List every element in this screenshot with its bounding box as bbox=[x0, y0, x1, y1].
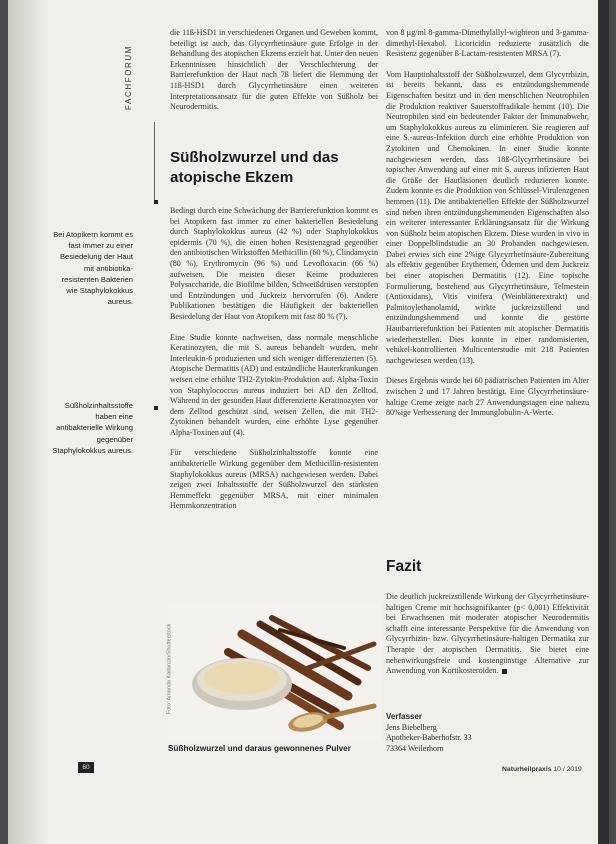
paragraph: die 11ß-HSD1 in verschiedenen Organen und Geweben kommt, beteiligt ist auch, das Glycyrrhetinsäure gute Erfolge in der Behandlung des atopischen Ekzems erzielt hat. Unter den neuen Erkenntnissen hinsichtlich der Verschlechterung der Barrierefunktion der Haut nach 7ß liefert die Hemmung der 11ß-HSD1 durch Glycyrrhetinsäure einen weiteren Interpretationsansatz für die guten Effekte von Süßholz bei Neurodermitis. bbox=[170, 28, 378, 112]
photo-caption: Süßholzwurzel und daraus gewonnenes Pulver bbox=[168, 744, 351, 753]
footer-issue bbox=[502, 766, 582, 773]
sidebar-note: Süßholzinhaltsstoffe haben eine antibakterielle Wirkung gegenüber Staphylokokkus aureus. bbox=[52, 401, 133, 455]
paragraph: Bedingt durch eine Schwächung der Barrierefunktion kommt es bei Atopikern fast immer zu einer bakteriellen Besiedelung durch Staphylokokkus aureus (42 %) oder Staphylokokkus epidermis (70 %), die einen hohen Resistenzgrad gegenüber den antibiotischen Wirkstoffen Methicillin (60 %), Clindamycin (80 %), Erythromycin (96 %) und Levofloxacin (66 %) aufweisen. Die meisten dieser Keime produzieren Polysaccharide, die Biofilme bilden, Schweißdrüsen verstopfen und Entzündungen und Juckreiz hervorrufen (6). Andere Publikationen bestätigen die Häufigkeit der bakteriellen Besiedelung der Haut von Atopikern mit fast 80 % (7). bbox=[170, 206, 378, 321]
author-name: Jens Biebelberg bbox=[386, 722, 437, 732]
sidebar-bullet bbox=[154, 200, 158, 204]
magazine-page bbox=[8, 0, 609, 844]
left-column-body bbox=[170, 206, 378, 522]
licorice-illustration bbox=[168, 604, 382, 740]
issue-number: 10 / 2019 bbox=[553, 766, 582, 773]
magazine-name: Naturheilpraxis bbox=[502, 766, 552, 773]
fazit-paragraph bbox=[386, 592, 589, 677]
paragraph: Eine Studie konnte nachweisen, dass normale menschliche Keratinozyten, die mit S. aureus behandelt wurden, mehr Interleukin-6 produzierten und sich weniger differenzierten (5). Atopische Dermatitis (AD) und entzündliche Hauterkrankungen weisen eine erhöhte TH2-Zytokin-Produktion auf. Alpha-Toxin von Staphylococcus aureus induziert bei AD den Zelltod. Während in der gesunden Haut differenzierte Keratinozyten vor dem Zelltod geschützt sind, weisen Zellen, die mit TH2-Zytokinen behandelt wurden, eine erhöhte Lyse gegenüber Alpha-Toxinen auf (4). bbox=[170, 332, 378, 437]
author-block bbox=[386, 712, 472, 754]
photo-credit: Foto: Amanda Kaitanzin/Shutterstock bbox=[166, 623, 173, 715]
article-headline: Süßholzwurzel und das atopische Ekzem bbox=[170, 149, 339, 186]
section-rule bbox=[154, 122, 155, 204]
fazit-section bbox=[386, 592, 589, 687]
fazit-text: Die deutlich juckreizstillende Wirkung der Glycyrrhetinsäure-haltigen Creme mit hochsignifikanter (p< 0,001) Effektivität bei Erwachsenen mit moderater atopischer Neurodermitis schafft eine interessante Perspektive für die Anwendung von Glycyrrhizin- bzw. Glycyrrhetinsäure-haltigen Dermatika zur Therapie der atopischen Dermatitis. Sie bietet eine nebenwirkungsfreie und kostengünstige Alternative zur Anwendung von Kortikosteroiden. bbox=[386, 592, 589, 676]
sidebar-bullet bbox=[154, 406, 158, 410]
paragraph: Vom Hauptinhaltsstoff der Süßholzwurzel, dem Glycyrrhizin, ist bereits bekannt, dass es entzündungshemmende Eigenschaften besitzt und in den menschlichen Neutrophilen die Produktion reaktiver Sauerstoffradikale hemmt (10). Die Neutrophilen sind ein bedeutender Faktor der Immunabwehr, um Staphylokokkus aureus zu eliminieren. Sie reagieren auf eine S.-aureus-Infektion durch eine erhöhte Produktion von Zytokinen und Chemokinen. In einer Studie konnte nachgewiesen werden, dass 18ß-Glycyrrhetinsäure bei topischer Anwendung auf einer mit S. aureus infizierten Haut die Größe der Hautläsionen deutlich reduzieren konnte. Zudem konnte es die Produktion von Schlüssel-Virulenzgenen hemmen (11). Die antibakteriellen Effekte der Süßholzwurzel sind neben ihren entzündungshemmenden Eigenschaften also ein weiterer interessanter Erklärungsansatz für die Wirkung von Süßholz beim atopischen Ekzem. Diese wurden in vivo in einer Doppelblindstudie an 30 Probanden nachgewiesen. Dabei erwies sich eine 2%ige Glycyrrhetinsäure-Zubereitung als effektiv gegenüber Erythemen, Ödemen und dem Juckreiz bei einer atopischen Dermatitis (12). Eine topische Formulierung, bestehend aus Glycyrrhetinsäure, Telmestein (Antioxidans), Vitis vinifera (Weinblätterextrakt) und Palmitoylethanolamid, wirkte juckreizstillend und entzündungshemmend und konnte die gestörte Hautbarrierefunktion bei Patienten mit atopischer Dermatitis wiederherstellen. Dies konnte in einer randomisierten, vehikel-kontrollierten Multicenterstudie mit 218 Patienten nachgewiesen werden (13). bbox=[386, 69, 589, 365]
author-label: Verfasser bbox=[386, 712, 423, 721]
author-street: Apotheker-Baberhofstr. 33 bbox=[386, 733, 472, 743]
sidebar-note: Bei Atopikern kommt es fast immer zu einer Besiedelung der Haut mit antibiotika-resistenten Bakterien wie Staphylokokkus aureus. bbox=[53, 230, 133, 307]
section-label: FACHFORUM bbox=[124, 44, 133, 110]
paragraph: Für verschiedene Süßholzinhaltsstoffe konnte eine antibakterielle Wirkung gegenüber dem Methicillin-resistenten Staphylokokkus aureus (MRSA) nachgewiesen werden. Dabei zeigen zwei Inhaltsstoffe der Süßholzwurzel den stärksten Hemmeffekt gegenüber MRSA, mit einer minimalen Hemmkonzentration bbox=[170, 448, 378, 511]
left-column-intro bbox=[170, 28, 378, 123]
page-gutter-shadow bbox=[8, 0, 48, 844]
binding-edge bbox=[598, 0, 609, 844]
page-number: 60 bbox=[78, 762, 94, 773]
right-column-body bbox=[386, 28, 589, 429]
author-city: 73364 Weilerhorn bbox=[386, 743, 444, 753]
fazit-heading: Fazit bbox=[386, 558, 422, 575]
licorice-photo bbox=[168, 604, 382, 740]
paragraph: von 8 µg/ml 8-gamma-Dimethylallyl-wighteon und 3-gamma-dimethyl-Hexabol. Licoricidin reduzierte zusätzlich die Resistenz gegenüber ß-Lactam-resistenten MRSA (7). bbox=[386, 28, 589, 59]
end-mark-icon bbox=[502, 669, 507, 674]
paragraph: Dieses Ergebnis wurde bei 60 pädiatrischen Patienten im Alter zwischen 2 und 17 Jahren bestätigt. Eine Glycyrrhetinsäure-haltige Creme zeigte nach 27 Anwendungstagen eine nahezu 80%ige Verbesserung der Immunglobulin-A-Werte. bbox=[386, 376, 589, 418]
